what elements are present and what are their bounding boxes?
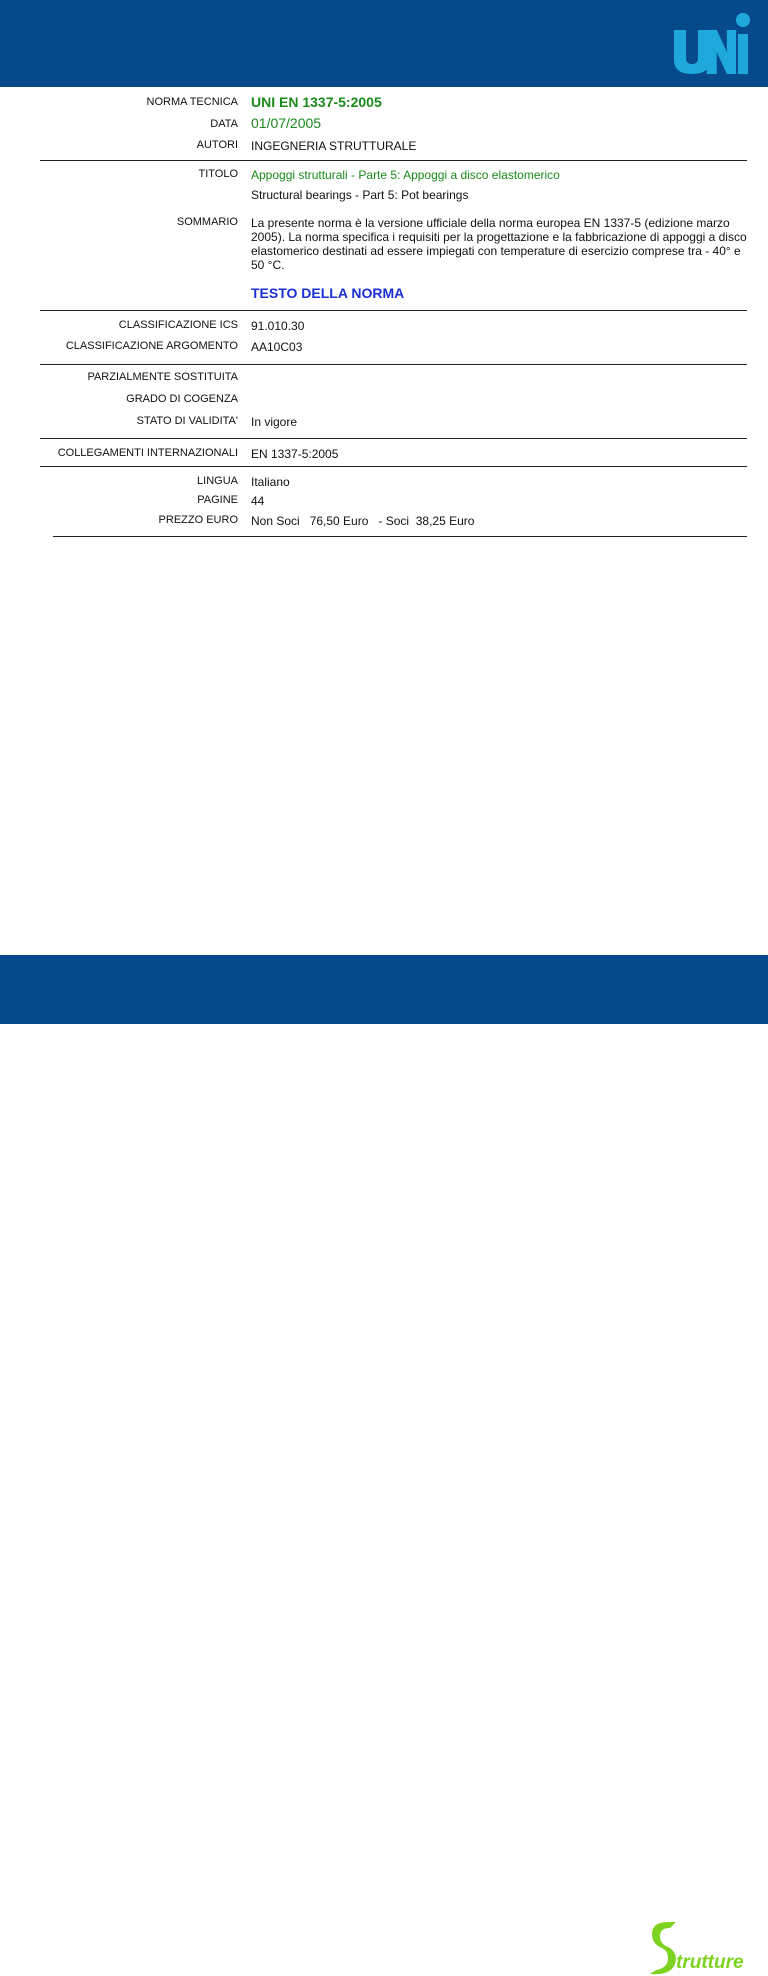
- logo-text-strutture: trutture: [676, 1952, 744, 1973]
- divider: [40, 466, 747, 467]
- label-prezzo-euro: PREZZO EURO: [158, 514, 238, 526]
- stato-di-validita-value: In vigore: [251, 415, 298, 429]
- label-classificazione-ics: CLASSIFICAZIONE ICS: [118, 319, 238, 331]
- divider: [40, 438, 747, 439]
- norma-date: 01/07/2005: [251, 115, 322, 131]
- label-parzialmente-sostituita: PARZIALMENTE SOSTITUITA: [87, 371, 238, 383]
- divider: [40, 364, 747, 365]
- norma-code: UNI EN 1337-5:2005: [251, 94, 382, 110]
- label-pagine: PAGINE: [197, 494, 238, 506]
- divider: [53, 536, 747, 537]
- classificazione-ics-value: 91.010.30: [251, 319, 305, 333]
- label-grado-di-cogenza: GRADO DI COGENZA: [126, 393, 238, 405]
- uni-logo: [670, 10, 750, 76]
- label-classificazione-argomento: CLASSIFICAZIONE ARGOMENTO: [65, 340, 238, 352]
- collegamenti-internazionali-value: EN 1337-5:2005: [251, 447, 339, 461]
- header-bar: [0, 0, 768, 87]
- label-stato-di-validita: STATO DI VALIDITA': [136, 415, 238, 427]
- label-norma-tecnica: NORMA TECNICA: [146, 96, 238, 108]
- label-sommario: SOMMARIO: [176, 216, 238, 228]
- label-titolo: TITOLO: [198, 168, 238, 180]
- label-collegamenti-internazionali: COLLEGAMENTI INTERNAZIONALI: [57, 447, 238, 459]
- titolo-english: Structural bearings - Part 5: Pot bearings: [251, 188, 469, 202]
- label-data: DATA: [210, 118, 238, 130]
- divider: [40, 160, 747, 161]
- classificazione-argomento-value: AA10C03: [251, 340, 303, 354]
- testo-della-norma-link[interactable]: TESTO DELLA NORMA: [251, 285, 405, 301]
- uniedil-strutture-logo: [646, 1916, 762, 1976]
- footer-bar: [0, 955, 768, 1973]
- divider: [40, 310, 747, 311]
- pagine-value: 44: [251, 494, 265, 508]
- prezzo-euro-value: Non Soci 76,50 Euro - Soci 38,25 Euro: [251, 514, 475, 528]
- label-lingua: LINGUA: [197, 475, 238, 487]
- titolo-italian: Appoggi strutturali - Parte 5: Appoggi a disco elastomerico: [251, 168, 560, 182]
- logo-text-uniedil: UNIedil: [682, 1924, 748, 1945]
- label-autori: AUTORI: [196, 139, 238, 151]
- autori-value: INGEGNERIA STRUTTURALE: [251, 139, 417, 153]
- lingua-value: Italiano: [251, 475, 290, 489]
- sommario-text: La presente norma è la versione ufficiale della norma europea EN 1337-5 (edizione marzo 2005). La norma specifica i requisiti per la progettazione e la fabbricazione di appoggi a disco elastomerico destinati ad essere impiegati con temperature di esercizio comprese tra - 40° e 50 °C.: [251, 216, 747, 272]
